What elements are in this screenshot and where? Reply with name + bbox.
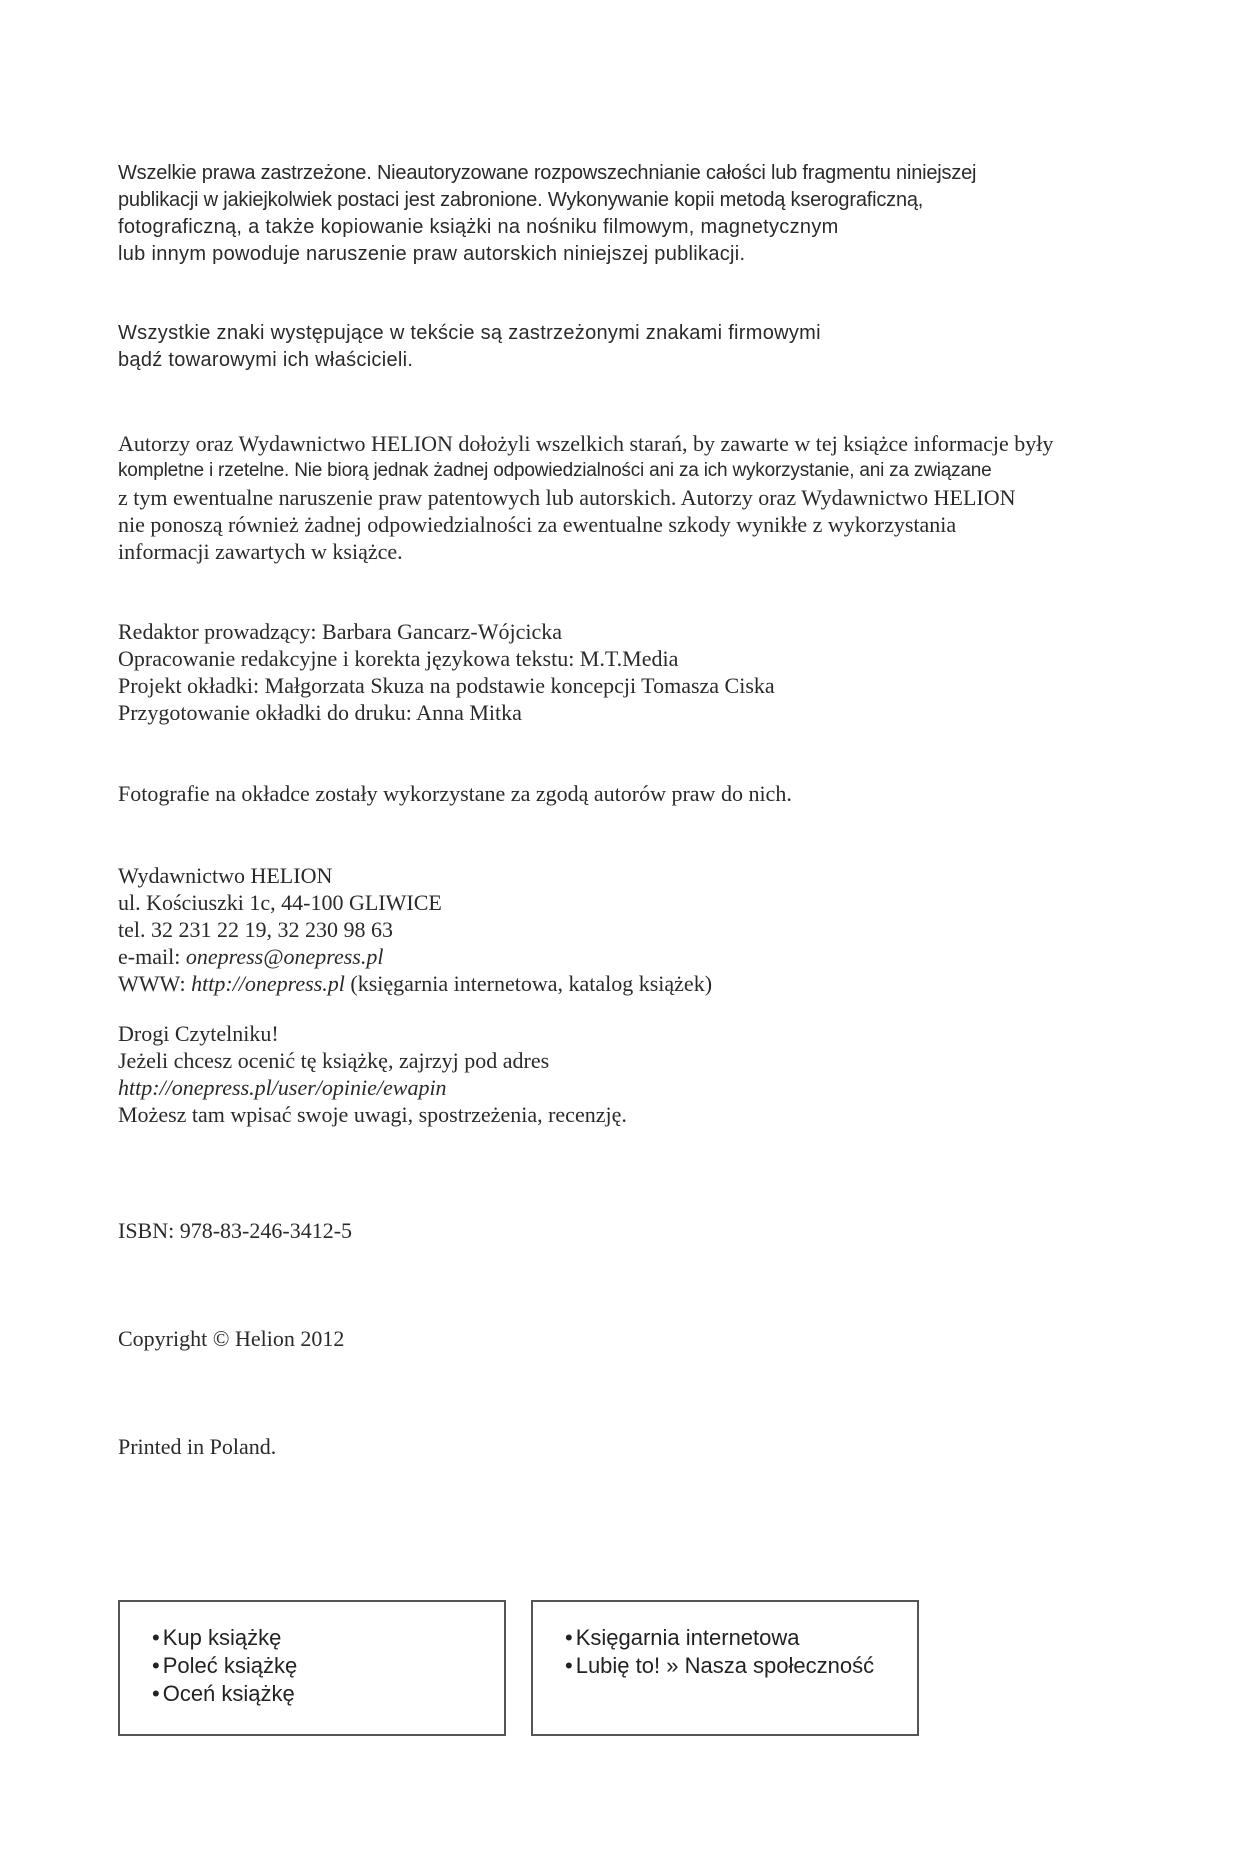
credit-line: Przygotowanie okładki do druku: Anna Mitka xyxy=(118,700,522,725)
photos-note-text: Fotografie na okładce zostały wykorzystane za zgodą autorów praw do nich. xyxy=(118,781,792,806)
trademarks-line: bądź towarowymi ich właścicieli. xyxy=(118,349,414,371)
email-link[interactable]: onepress@onepress.pl xyxy=(185,944,384,969)
credit-line: Redaktor prowadzący: Barbara Gancarz-Wójcicka xyxy=(118,619,563,644)
publisher-phone: tel. 32 231 22 19, 32 230 98 63 xyxy=(118,917,393,942)
reader-greeting: Drogi Czytelniku! xyxy=(118,1021,279,1046)
www-label: WWW: xyxy=(118,971,192,996)
photos-note xyxy=(118,780,1138,807)
email-label: e-mail: xyxy=(118,944,186,969)
disclaimer-line: Autorzy oraz Wydawnictwo HELION dołożyli wszelkich starań, by zawarte w tej książce informacje były xyxy=(118,431,1054,456)
reader-note xyxy=(118,1020,1138,1128)
bullet: • xyxy=(565,1625,573,1650)
publisher-www-line xyxy=(118,970,1138,997)
publisher-address: ul. Kościuszki 1c, 44-100 GLIWICE xyxy=(118,890,442,915)
book-actions-list xyxy=(120,1602,504,1708)
disclaimer-line: nie ponoszą również żadnej odpowiedzialności za ewentualne szkody wynikłe z wykorzystania xyxy=(118,512,957,537)
review-link[interactable]: http://onepress.pl/user/opinie/ewapin xyxy=(118,1075,447,1100)
actions-box-left xyxy=(118,1600,506,1736)
printed-in-text: Printed in Poland. xyxy=(118,1434,277,1459)
rights-line: Wszelkie prawa zastrzeżone. Nieautoryzowane rozpowszechnianie całości lub fragmentu niniejszej xyxy=(118,162,977,184)
disclaimer-line: informacji zawartych w książce. xyxy=(118,539,403,564)
buy-book-link[interactable]: • Kup książkę xyxy=(152,1625,282,1650)
online-bookstore-link[interactable]: • Księgarnia internetowa xyxy=(565,1625,800,1650)
community-links-list xyxy=(533,1602,917,1680)
bullet: • xyxy=(152,1681,160,1706)
credit-line: Projekt okładki: Małgorzata Skuza na podstawie koncepcji Tomasza Ciska xyxy=(118,673,775,698)
credit-line: Opracowanie redakcyjne i korekta językowa tekstu: M.T.Media xyxy=(118,646,679,671)
disclaimer-notice xyxy=(118,430,1138,565)
rights-line: fotograficzną, a także kopiowanie książki na nośniku filmowym, magnetycznym xyxy=(118,216,839,238)
disclaimer-line: z tym ewentualne naruszenie praw patentowych lub autorskich. Autorzy oraz Wydawnictwo HELION xyxy=(118,485,1016,510)
publisher-email-line xyxy=(118,943,1138,970)
printed-in xyxy=(118,1433,1138,1460)
copyright-text: Copyright © Helion 2012 xyxy=(118,1326,345,1351)
publisher-name: Wydawnictwo HELION xyxy=(118,863,333,888)
actions-box-right xyxy=(531,1600,919,1736)
www-link[interactable]: http://onepress.pl xyxy=(191,971,345,996)
credits xyxy=(118,618,1138,726)
copyright xyxy=(118,1325,1138,1352)
rate-book-link[interactable]: • Oceń książkę xyxy=(152,1681,295,1706)
rights-line: lub innym powoduje naruszenie praw autorskich niniejszej publikacji. xyxy=(118,243,746,265)
isbn-text: ISBN: 978-83-246-3412-5 xyxy=(118,1218,353,1243)
trademarks-line: Wszystkie znaki występujące w tekście są zastrzeżonymi znakami firmowymi xyxy=(118,322,821,344)
reader-line: Jeżeli chcesz ocenić tę książkę, zajrzyj pod adres xyxy=(118,1048,550,1073)
bullet: • xyxy=(565,1653,573,1678)
rights-line: publikacji w jakiejkolwiek postaci jest zabronione. Wykonywanie kopii metodą kserograficzną, xyxy=(118,189,924,211)
trademarks-notice xyxy=(118,320,1138,374)
community-link[interactable]: • Lubię to! » Nasza społeczność xyxy=(565,1653,875,1678)
isbn xyxy=(118,1217,1138,1244)
www-note: (księgarnia internetowa, katalog książek) xyxy=(344,971,713,996)
recommend-book-link[interactable]: • Poleć książkę xyxy=(152,1653,298,1678)
reader-line: Możesz tam wpisać swoje uwagi, spostrzeżenia, recenzję. xyxy=(118,1102,627,1127)
publisher-info xyxy=(118,862,1138,997)
bullet: • xyxy=(152,1653,160,1678)
disclaimer-line: kompletne i rzetelne. Nie biorą jednak żadnej odpowiedzialności ani za ich wykorzystanie, ani za związane xyxy=(118,460,992,481)
rights-notice xyxy=(118,160,1138,268)
bullet: • xyxy=(152,1625,160,1650)
